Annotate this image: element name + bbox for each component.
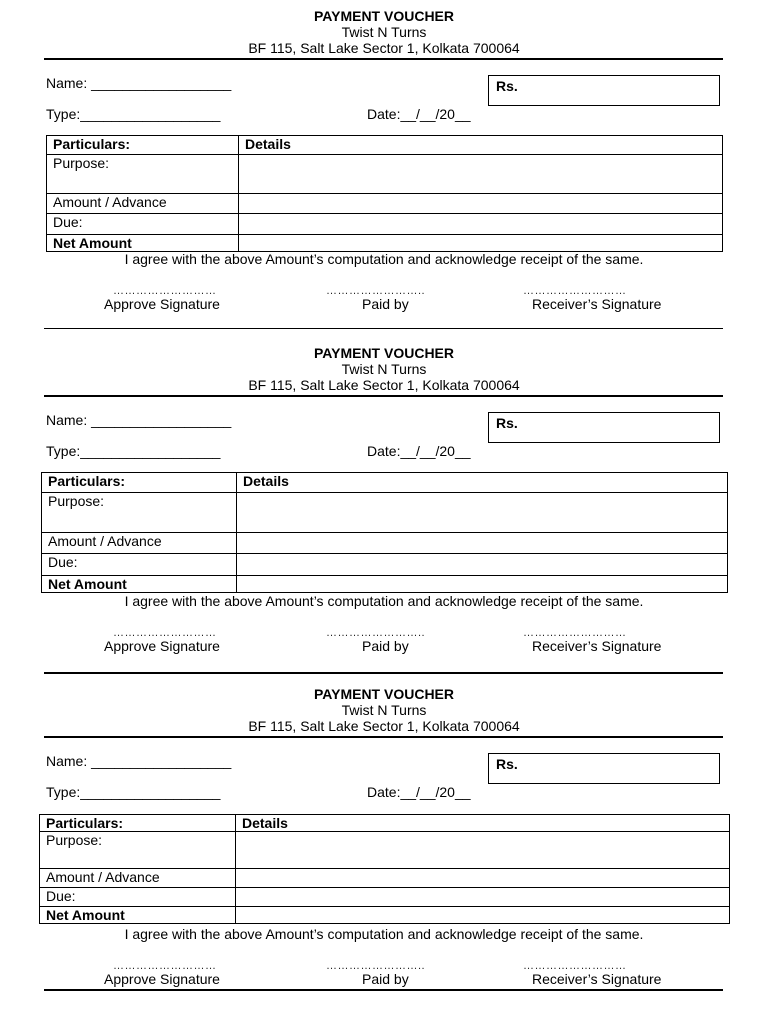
receiver-signature-line: ……………………… (523, 285, 627, 297)
paid-by-line: …………………….. (326, 960, 426, 972)
approve-signature-label: Approve Signature (104, 638, 220, 654)
header-divider (44, 395, 723, 397)
paid-by-label: Paid by (362, 638, 409, 654)
approve-signature-label: Approve Signature (104, 296, 220, 312)
amount-box[interactable] (488, 412, 720, 443)
voucher-divider (44, 328, 723, 329)
amount-advance-label: Amount / Advance (47, 194, 239, 214)
particulars-header: Particulars: (47, 136, 239, 155)
header-divider (44, 58, 723, 60)
voucher-divider (44, 672, 723, 674)
name-field[interactable]: Name: __________________ (46, 412, 232, 428)
rs-label: Rs. (496, 415, 518, 431)
agreement-text: I agree with the above Amount’s computation and acknowledge receipt of the same. (124, 593, 644, 609)
net-amount-details-cell[interactable] (236, 907, 730, 924)
amount-advance-label: Amount / Advance (42, 533, 237, 554)
details-header: Details (239, 136, 723, 155)
agreement-text: I agree with the above Amount’s computation and acknowledge receipt of the same. (124, 251, 644, 267)
net-amount-label: Net Amount (47, 235, 239, 252)
approve-signature-line: ……………………… (113, 285, 217, 297)
company-address: BF 115, Salt Lake Sector 1, Kolkata 700064 (248, 718, 520, 734)
due-details-cell[interactable] (236, 888, 730, 907)
paid-by-label: Paid by (362, 971, 409, 987)
due-label: Due: (40, 888, 236, 907)
approve-signature-line: ……………………… (113, 960, 217, 972)
paid-by-line: …………………….. (326, 285, 426, 297)
amount-advance-details-cell[interactable] (236, 869, 730, 888)
paid-by-label: Paid by (362, 296, 409, 312)
purpose-label: Purpose: (47, 155, 239, 194)
receiver-signature-line: ……………………… (523, 960, 627, 972)
voucher-title: PAYMENT VOUCHER (313, 686, 455, 702)
particulars-header: Particulars: (40, 815, 236, 832)
voucher-title: PAYMENT VOUCHER (313, 8, 455, 24)
company-name: Twist N Turns (341, 361, 427, 377)
particulars-table (41, 472, 728, 593)
date-field[interactable]: Date:__/__/20__ (367, 784, 471, 800)
due-label: Due: (47, 214, 239, 235)
receiver-signature-label: Receiver’s Signature (532, 296, 662, 312)
due-label: Due: (42, 554, 237, 576)
voucher-divider (44, 989, 723, 991)
voucher-title: PAYMENT VOUCHER (313, 345, 455, 361)
receiver-signature-label: Receiver’s Signature (532, 638, 662, 654)
approve-signature-label: Approve Signature (104, 971, 220, 987)
particulars-header: Particulars: (42, 473, 237, 493)
receiver-signature-line: ……………………… (523, 627, 627, 639)
company-address: BF 115, Salt Lake Sector 1, Kolkata 700064 (248, 377, 520, 393)
details-header: Details (236, 815, 730, 832)
rs-label: Rs. (496, 78, 518, 94)
date-field[interactable]: Date:__/__/20__ (367, 106, 471, 122)
net-amount-details-cell[interactable] (239, 235, 723, 252)
paid-by-line: …………………….. (326, 627, 426, 639)
type-field[interactable]: Type:__________________ (46, 106, 221, 122)
purpose-details-cell[interactable] (239, 155, 723, 194)
net-amount-label: Net Amount (42, 576, 237, 593)
net-amount-label: Net Amount (40, 907, 236, 924)
name-field[interactable]: Name: __________________ (46, 75, 232, 91)
particulars-table (39, 814, 730, 924)
purpose-details-cell[interactable] (236, 832, 730, 869)
due-details-cell[interactable] (239, 214, 723, 235)
amount-box[interactable] (488, 75, 720, 106)
amount-box[interactable] (488, 753, 720, 784)
due-details-cell[interactable] (237, 554, 728, 576)
type-field[interactable]: Type:__________________ (46, 443, 221, 459)
voucher-3 (0, 680, 768, 1016)
rs-label: Rs. (496, 756, 518, 772)
agreement-text: I agree with the above Amount’s computation and acknowledge receipt of the same. (124, 926, 644, 942)
amount-advance-details-cell[interactable] (239, 194, 723, 214)
header-divider (44, 736, 723, 738)
amount-advance-details-cell[interactable] (237, 533, 728, 554)
company-name: Twist N Turns (341, 24, 427, 40)
net-amount-details-cell[interactable] (237, 576, 728, 593)
company-name: Twist N Turns (341, 702, 427, 718)
purpose-label: Purpose: (42, 493, 237, 533)
date-field[interactable]: Date:__/__/20__ (367, 443, 471, 459)
voucher-1 (0, 2, 768, 338)
amount-advance-label: Amount / Advance (40, 869, 236, 888)
purpose-label: Purpose: (40, 832, 236, 869)
receiver-signature-label: Receiver’s Signature (532, 971, 662, 987)
name-field[interactable]: Name: __________________ (46, 753, 232, 769)
company-address: BF 115, Salt Lake Sector 1, Kolkata 700064 (248, 40, 520, 56)
type-field[interactable]: Type:__________________ (46, 784, 221, 800)
voucher-2 (0, 339, 768, 675)
details-header: Details (237, 473, 728, 493)
approve-signature-line: ……………………… (113, 627, 217, 639)
purpose-details-cell[interactable] (237, 493, 728, 533)
particulars-table (46, 135, 723, 252)
